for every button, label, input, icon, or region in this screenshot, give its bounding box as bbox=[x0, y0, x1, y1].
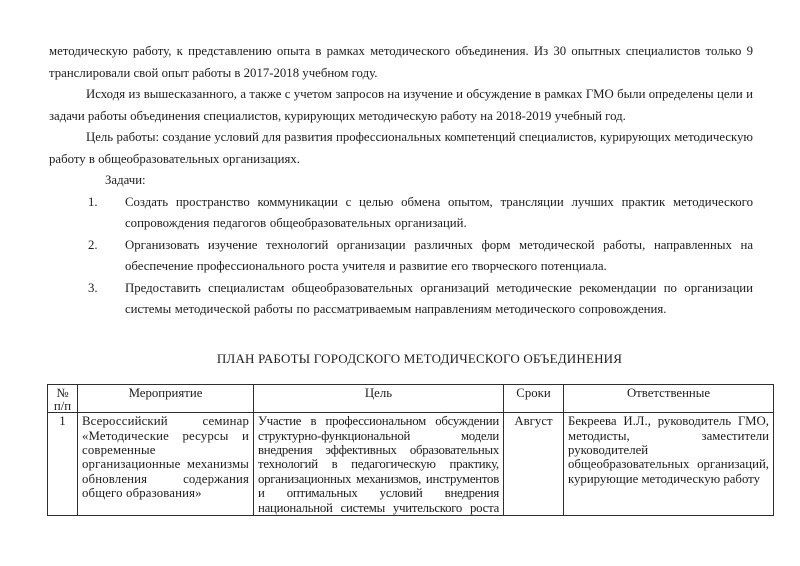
tasks-heading: Задачи: bbox=[105, 173, 146, 187]
task-text: Создать пространство коммуникации с целью обмена опытом, трансляции лучших практик методического сопровождения педагогов общеобразовательных организаций. bbox=[125, 194, 753, 230]
task-text: Организовать изучение технологий организации различных форм методической работы, направленных на обеспечение профессионального роста учителя и развитие его творческого потенциала. bbox=[125, 237, 753, 273]
table-header-row bbox=[48, 385, 774, 413]
plan-title: ПЛАН РАБОТЫ ГОРОДСКОГО МЕТОДИЧЕСКОГО ОБЪЕДИНЕНИЯ bbox=[216, 350, 623, 366]
task-item bbox=[49, 278, 753, 321]
plan-table bbox=[47, 384, 774, 516]
col-header-number: № п/п bbox=[48, 385, 78, 413]
goal-cell: Участие в профессиональном обсуждении структурно-функциональной модели внедрения эффективных образовательных технологий в педагогическую практику, организационных механизмов, инструментов и оптимальных условий внедрения национальной системы учительского роста bbox=[254, 413, 504, 516]
col-header-timing: Сроки bbox=[504, 385, 564, 413]
col-header-goal: Цель bbox=[254, 385, 504, 413]
col-header-event: Мероприятие bbox=[78, 385, 254, 413]
table-row bbox=[48, 413, 774, 516]
timing-cell: Август bbox=[504, 413, 564, 516]
paragraph: Цель работы: создание условий для развития профессиональных компетенций специалистов, курирующих методическую работу в общеобразовательных организациях. bbox=[49, 130, 753, 166]
task-number: 3. bbox=[88, 280, 98, 295]
row-number-cell: 1 bbox=[48, 413, 78, 516]
task-item bbox=[49, 235, 753, 278]
col-header-responsible: Ответственные bbox=[564, 385, 774, 413]
task-text: Предоставить специалистам общеобразовательных организаций методические рекомендации по организации системы методической работы по рассматриваемым направлениям методического сопровождения. bbox=[125, 280, 753, 316]
event-cell: Всероссийский семинар «Методические ресурсы и современные организационные механизмы обновления содержания общего образования» bbox=[78, 413, 254, 516]
responsible-cell: Бекреева И.Л., руководитель ГМО, методисты, заместители руководителей общеобразовательных организаций, курирующие методическую работу bbox=[564, 413, 774, 516]
task-number: 1. bbox=[88, 194, 98, 209]
document-body bbox=[49, 41, 753, 369]
task-number: 2. bbox=[88, 237, 98, 252]
paragraph: Исходя из вышесказанного, а также с учетом запросов на изучение и обсуждение в рамках ГМО были определены цели и задачи работы объединения специалистов, курирующих методическую работу на 2018-2019 учебный год. bbox=[49, 87, 753, 123]
task-item bbox=[49, 192, 753, 235]
paragraph: методическую работу, к представлению опыта в рамках методического объединения. Из 30 опытных специалистов только 9 транслировали свой опыт работы в 2017-2018 учебном году. bbox=[49, 44, 753, 80]
